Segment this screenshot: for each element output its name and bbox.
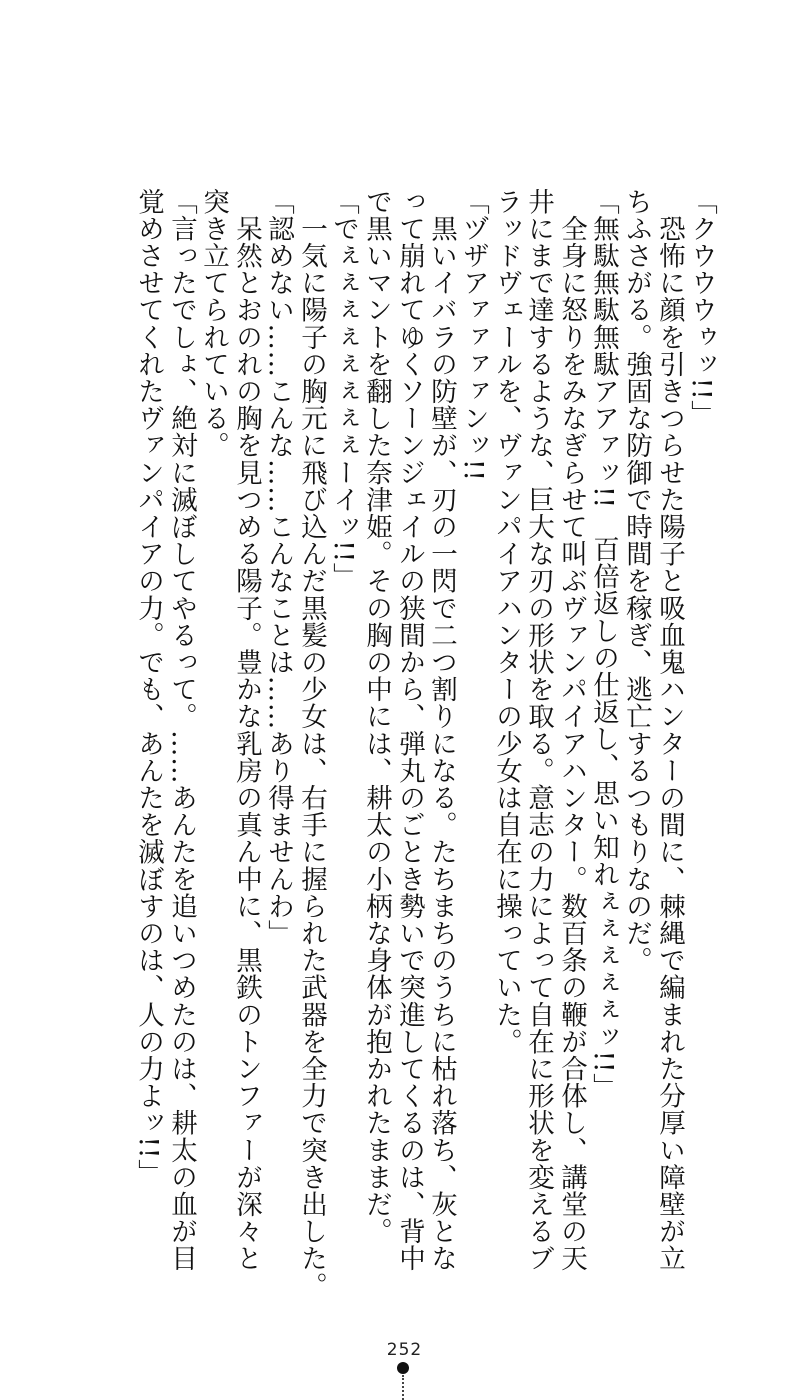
text-column-14: 「認めない……こんな……こんなことは……あり得ませんわ」 [263,188,294,947]
text-column-18: 覚めさせてくれたヴァンパイアの力。でも、あんたを滅ぼすのは、人の力よッ!!」 [133,188,164,1187]
text-column-12: 「でぇぇぇぇぇぇぇぇーイッ!!」 [328,188,359,590]
page-marker-line [402,1375,404,1400]
text-column-15: 呆然とおのれの胸を見つめる陽子。豊かな乳房の真ん中に、黒鉄のトンファーが深々と [231,188,262,1272]
text-column-6: 井にまで達するような、巨大な刃の形状を取る。意志の力によって自在に形状を変えるブ [523,188,554,1272]
text-column-17: 「言ったでしょ、絶対に滅ぼしてやるって。……あんたを追いつめたのは、耕太の血が目 [166,188,197,1272]
text-column-9: 黒いイバラの防壁が、刃の一閃で二つ割りになる。たちまちのうちに枯れ落ち、灰とな [426,188,457,1272]
text-column-16: 突き立てられている。 [198,188,229,459]
text-column-7: ラッドヴェールを、ヴァンパイアハンターの少女は自在に操っていた。 [491,188,522,1056]
text-column-1: 「クウウウゥッ!!」 [686,188,717,428]
text-column-5: 全身に怒りをみなぎらせて叫ぶヴァンパイアハンター。数百条の鞭が合体し、講堂の天 [556,188,587,1272]
text-column-10: って崩れてゆくソーンジェイルの狭間から、弾丸のごとき勢いで突進してくるのは、背中 [394,188,425,1272]
text-column-3: ちふさがる。強固な防御で時間を稼ぎ、逃亡するつもりなのだ。 [621,188,652,974]
page-marker-dot [397,1362,409,1374]
text-column-4: 「無駄無駄無駄アアァッ!! 百倍返しの仕返し、思い知れぇぇぇぇぇッ!!」 [588,188,619,1101]
text-column-8: 「ヅザアァァァァンッ!! [458,188,489,482]
text-column-13: 一気に陽子の胸元に飛び込んだ黒髪の少女は、右手に握られた武器を全力で突き出した。 [296,188,327,1300]
text-column-11: で黒いマントを翻した奈津姫。その胸の中には、耕太の小柄な身体が抱かれたままだ。 [361,188,392,1245]
page-number: 252 [386,1340,423,1360]
text-column-2: 恐怖に顔を引きつらせた陽子と吸血鬼ハンターの間に、棘縄で編まれた分厚い障壁が立 [654,188,685,1272]
